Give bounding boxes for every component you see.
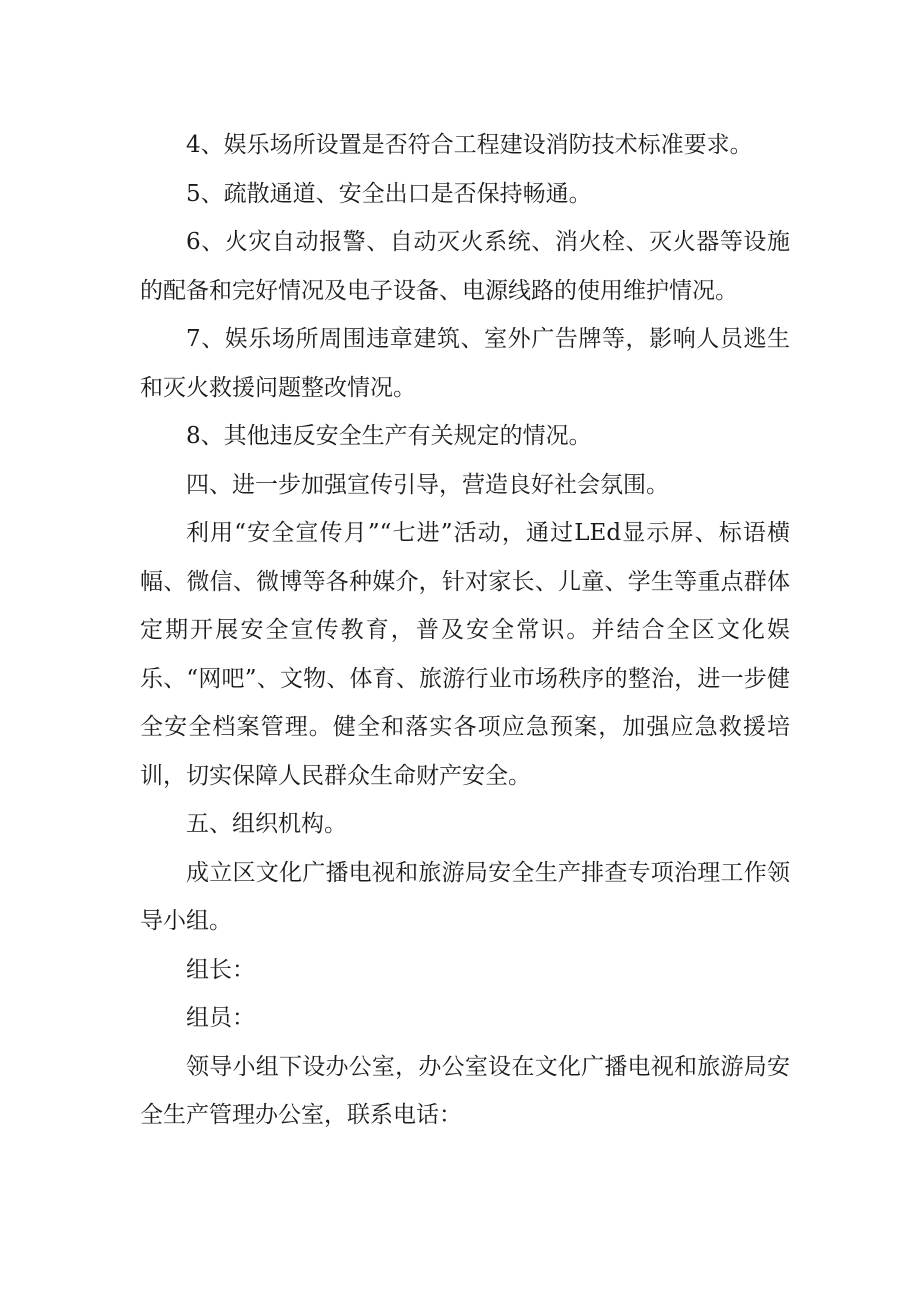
paragraph-item-7: 7、娱乐场所周围违章建筑、室外广告牌等，影响人员逃生和灭火救援问题整改情况。 — [140, 326, 790, 401]
paragraph-office: 领导小组下设办公室，办公室设在文化广播电视和旅游局安全生产管理办公室，联系电话： — [140, 1053, 790, 1128]
document-body — [140, 121, 790, 1140]
paragraph-group-members: 组员： — [186, 1005, 255, 1031]
section-heading-4: 四、进一步加强宣传引导，营造良好社会氛围。 — [186, 471, 669, 498]
paragraph-item-4: 4、娱乐场所设置是否符合工程建设消防技术标准要求。 — [186, 132, 753, 158]
paragraph-establish-group: 成立区文化广播电视和旅游局安全生产排查专项治理工作领导小组。 — [140, 859, 790, 934]
paragraph-item-5: 5、疏散通道、安全出口是否保持畅通。 — [186, 180, 592, 207]
paragraph-group-leader: 组长： — [186, 956, 255, 983]
paragraph-item-6: 6、火灾自动报警、自动灭火系统、消火栓、灭火器等设施的配备和完好情况及电子设备、电源线路的使用维护情况。 — [140, 229, 790, 304]
paragraph-publicity: 利用“安全宣传月”“七进”活动，通过LEd显示屏、标语横幅、微信、微博等各种媒介，针对家长、儿童、学生等重点群体定期开展安全宣传教育，普及安全常识。并结合全区文化娱乐、“网吧”、文物、体育、旅游行业市场秩序的整治，进一步健全安全档案管理。健全和落实各项应急预案，加强应急救援培训，切实保障人民群众生命财产安全。 — [140, 520, 790, 789]
section-heading-5: 五、组织机构。 — [186, 811, 347, 837]
paragraph-item-8: 8、其他违反安全生产有关规定的情况。 — [186, 423, 592, 449]
